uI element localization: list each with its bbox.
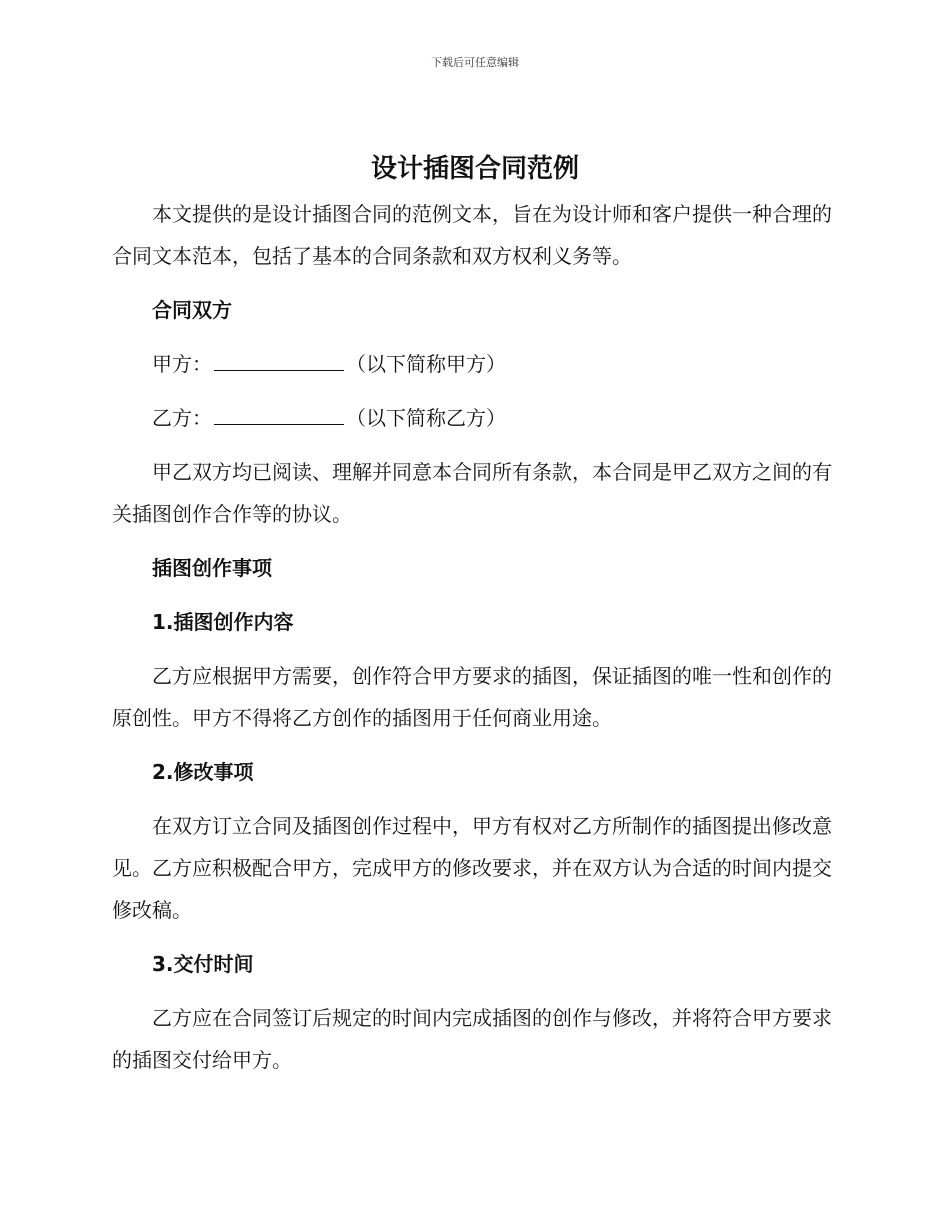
item-1-title: 1.插图创作内容	[152, 610, 294, 634]
agreement-paragraph: 甲乙双方均已阅读、理解并同意本合同所有条款，本合同是甲乙双方之间的有关插图创作合作等的协议。	[112, 460, 832, 526]
item-3-title: 3.交付时间	[152, 952, 254, 976]
intro-paragraph: 本文提供的是设计插图合同的范例文本，旨在为设计师和客户提供一种合理的合同文本范本，包括了基本的合同条款和双方权利义务等。	[112, 202, 832, 268]
item-3-text: 乙方应在合同签订后规定的时间内完成插图的创作与修改，并将符合甲方要求的插图交付给甲方。	[112, 1006, 832, 1072]
party-a-blank[interactable]	[214, 344, 344, 371]
item-2-text: 在双方订立合同及插图创作过程中，甲方有权对乙方所制作的插图提出修改意见。乙方应积极配合甲方，完成甲方的修改要求，并在双方认为合适的时间内提交修改稿。	[112, 814, 832, 922]
item-2-title: 2.修改事项	[152, 760, 254, 784]
party-a-line	[112, 343, 832, 385]
header-note: 下载后可任意编辑	[431, 56, 519, 69]
document-body	[112, 193, 832, 1093]
party-b-suffix: （以下简称乙方）	[346, 406, 506, 430]
party-a-suffix: （以下简称甲方）	[346, 352, 506, 376]
section-heading: 插图创作事项	[152, 556, 272, 580]
party-a-label: 甲方：	[152, 352, 212, 376]
party-b-label: 乙方：	[152, 406, 212, 430]
party-b-line	[112, 397, 832, 439]
party-b-blank[interactable]	[214, 398, 344, 425]
document-title: 设计插图合同范例	[370, 154, 579, 184]
item-1-text: 乙方应根据甲方需要，创作符合甲方要求的插图，保证插图的唯一性和创作的原创性。甲方不得将乙方创作的插图用于任何商业用途。	[112, 664, 832, 730]
parties-heading: 合同双方	[152, 298, 232, 322]
